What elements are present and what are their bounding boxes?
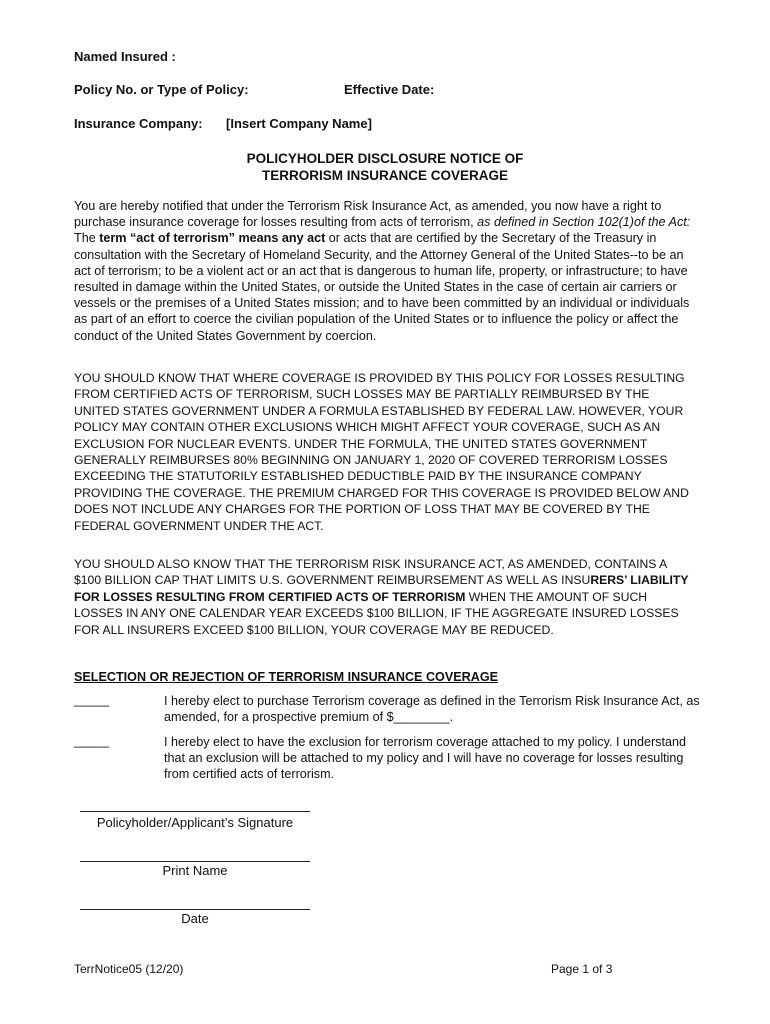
option-exclusion-blank[interactable]: _____ (74, 734, 110, 748)
date-line[interactable] (80, 909, 310, 910)
paragraph-cap-text: YOU SHOULD ALSO KNOW THAT THE TERRORISM RISK INSURANCE ACT, AS AMENDED, CONTAINS A $100 BILLION CAP THAT LIMITS U.S. GOVERNMENT REIMBURSEMENT AS WELL AS INSU (74, 557, 667, 588)
effective-date-label: Effective Date: (344, 82, 435, 97)
option-purchase-text: I hereby elect to purchase Terrorism coverage as defined in the Terrorism Risk Insurance Act, as amended, for a prospective premium of $________. (164, 694, 700, 725)
option-purchase-blank[interactable]: _____ (74, 693, 110, 707)
paragraph-cap-bold: RERS’ LIABILITY FOR LOSSES RESULTING FROM CERTIFIED ACTS OF TERRORISM (74, 573, 689, 604)
notice-title-line2: TERRORISM INSURANCE COVERAGE (261, 168, 509, 183)
insurance-company-value: [Insert Company Name] (226, 116, 372, 131)
paragraph-notification-text-3: or acts that are certified by the Secretary of the Treasury in consultation with the Secretary of Homeland Security, and the Attorney General of the United States--to be an act of terrorism; to be a violent act or an act that is dangerous to human life, property, or infrastructure; to have resulted in damage within the United States, or outside the United States in the case of certain air carriers or vessels or the premises of a United States mission; and to have been committed by an individual or individuals as part of an effort to coerce the civilian population of the United States or to influence the policy or affect the conduct of the United States Government by coercion. (74, 231, 690, 343)
signature-label: Policyholder/Applicant’s Signature (96, 815, 294, 830)
paragraph-notification-italic: as defined in Section 102(1)of the Act: (477, 215, 691, 230)
insurance-company-label: Insurance Company: (74, 116, 203, 131)
paragraph-cap-text-2: WHEN THE AMOUNT OF SUCH LOSSES IN ANY ONE CALENDAR YEAR EXCEEDS $100 BILLION, IF THE AGGREGATE INSURED LOSSES FOR ALL INSURERS EXCEED $100 BILLION, YOUR COVERAGE MAY BE REDUCED. (74, 589, 679, 637)
paragraph-notification-text: You are hereby notified that under the Terrorism Risk Insurance Act, as amended, you now have a right to purchase insurance coverage for losses resulting from acts of terrorism, (74, 199, 662, 230)
paragraph-notification (74, 198, 696, 344)
signature-line[interactable] (80, 811, 310, 812)
paragraph-cap (74, 556, 696, 638)
print-name-label: Print Name (162, 863, 228, 878)
paragraph-notification-text-2: The (74, 231, 100, 246)
paragraph-reimbursement: YOU SHOULD KNOW THAT WHERE COVERAGE IS PROVIDED BY THIS POLICY FOR LOSSES RESULTING FROM CERTIFIED ACTS OF TERRORISM, SUCH LOSSES MAY BE PARTIALLY REIMBURSED BY THE UNITED STATES GOVERNMENT UNDER A FORMULA ESTABLISHED BY FEDERAL LAW. HOWEVER, YOUR POLICY MAY CONTAIN OTHER EXCLUSIONS WHICH MIGHT AFFECT YOUR COVERAGE, SUCH AS AN EXCLUSION FOR NUCLEAR EVENTS. UNDER THE FORMULA, THE UNITED STATES GOVERNMENT GENERALLY REIMBURSES 80% BEGINNING ON JANUARY 1, 2020 OF COVERED TERRORISM LOSSES EXCEEDING THE STATUTORILY ESTABLISHED DEDUCTIBLE PAID BY THE INSURANCE COMPANY PROVIDING THE COVERAGE. THE PREMIUM CHARGED FOR THIS COVERAGE IS PROVIDED BELOW AND DOES NOT INCLUDE ANY CHARGES FOR THE PORTION OF LOSS THAT MAY BE COVERED BY THE FEDERAL GOVERNMENT UNDER THE ACT. (74, 371, 689, 533)
page-number: Page 1 of 3 (551, 962, 613, 976)
paragraph-notification-bold: term “act of terrorism” means any act (99, 231, 326, 246)
policy-label: Policy No. or Type of Policy: (74, 82, 249, 97)
print-name-line[interactable] (80, 861, 310, 862)
date-label: Date (181, 911, 209, 926)
named-insured-label: Named Insured : (74, 49, 176, 64)
option-exclusion-text: I hereby elect to have the exclusion for terrorism coverage attached to my policy. I understand that an exclusion will be attached to my policy and I will have no coverage for losses resulting from certified acts of terrorism. (164, 735, 686, 782)
notice-title-line1: POLICYHOLDER DISCLOSURE NOTICE OF (246, 151, 524, 166)
form-id: TerrNotice05 (12/20) (74, 962, 184, 976)
selection-heading: SELECTION OR REJECTION OF TERRORISM INSURANCE COVERAGE (74, 670, 499, 684)
